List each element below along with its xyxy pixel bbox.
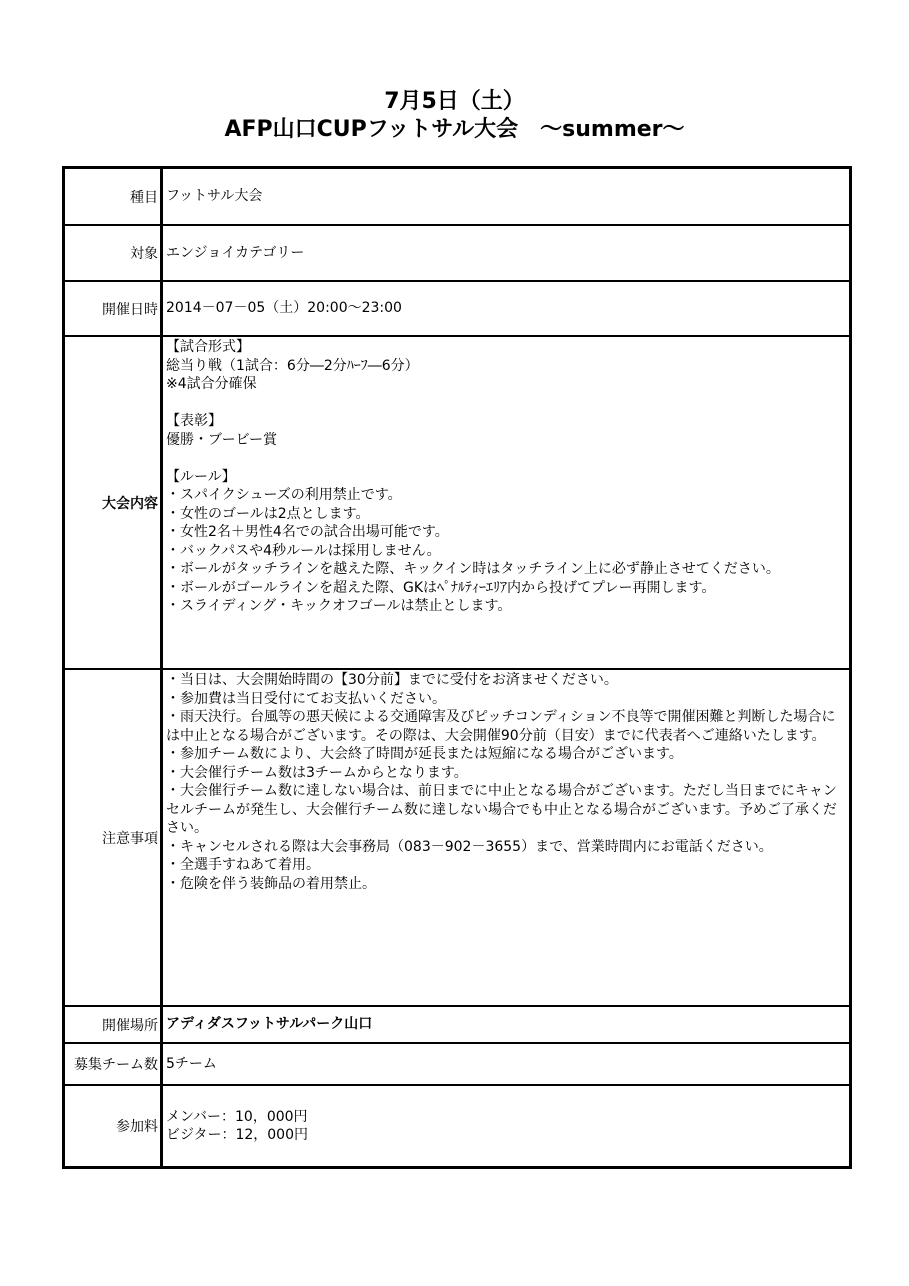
- content-line: 【表彰】: [166, 413, 222, 429]
- content-line: [166, 449, 847, 468]
- value-event-type: フットサル大会: [166, 188, 263, 205]
- label-fee: 参加料: [65, 1086, 163, 1166]
- value-datetime: 2014－07－05（土）20:00～23:00: [166, 300, 402, 317]
- row-target: [65, 226, 849, 282]
- value-target: エンジョイカテゴリー: [166, 244, 305, 261]
- label-venue: 開催場所: [65, 1007, 163, 1042]
- notes-line: ・参加費は当日受付にてお支払いください。: [166, 690, 446, 707]
- value-venue: アディダスフットサルパーク山口: [166, 1016, 373, 1033]
- notes-line: ・全選手すねあて着用。: [166, 857, 320, 873]
- event-info-table: [62, 166, 852, 1169]
- fee-visitor: ビジター：12，000円: [166, 1127, 308, 1143]
- content-line: ・スパイクシューズの利用禁止です。: [166, 487, 402, 503]
- content-line: ・バックパスや4秒ルールは採用しません。: [166, 542, 441, 559]
- row-teams: [65, 1044, 849, 1086]
- content-line: ・女性のゴールは2点とします。: [166, 505, 370, 522]
- row-venue: [65, 1007, 849, 1044]
- content-line: 総当り戦（1試合：6分―2分ﾊｰﾌ―6分）: [166, 357, 419, 374]
- value-fee: [166, 1086, 847, 1166]
- content-line: ・ボールがゴールラインを超えた際、GKはﾍﾟﾅﾙﾃｨｰｴﾘｱ内から投げてプレー再開します。: [166, 579, 716, 596]
- content-line: ・スライディング・キックオフゴールは禁止とします。: [166, 598, 512, 614]
- title-event-name: AFP山口CUPフットサル大会 ～summer～: [224, 117, 685, 142]
- notes-line: ・危険を伴う装飾品の着用禁止。: [166, 875, 376, 892]
- row-content: [65, 337, 849, 670]
- content-line: ※4試合分確保: [166, 376, 257, 392]
- row-fee: [65, 1086, 849, 1166]
- label-datetime: 開催日時: [65, 282, 163, 335]
- content-line: 優勝・ブービー賞: [166, 431, 278, 448]
- row-datetime: [65, 282, 849, 337]
- fee-member: メンバー：10，000円: [166, 1108, 308, 1125]
- value-teams: 5チーム: [166, 1055, 217, 1072]
- title-date: 7月5日（土）: [384, 89, 525, 114]
- content-line: 【ルール】: [166, 468, 236, 485]
- row-event-type: [65, 169, 849, 226]
- notes-line: ・大会催行チーム数に達しない場合は、前日までに中止となる場合がございます。ただし当日までにキャンセルチームが発生し、大会催行チーム数に達しない場合でも中止となる場合がございます。予めご了承ください。: [166, 783, 837, 836]
- label-notes: 注意事項: [65, 670, 163, 1005]
- notes-line: ・大会催行チーム数は3チームからとなります。: [166, 764, 468, 781]
- row-notes: [65, 670, 849, 1007]
- content-line: ・女性2名＋男性4名での試合出場可能です。: [166, 524, 449, 540]
- value-notes: [166, 670, 847, 1005]
- value-content: [166, 337, 847, 668]
- label-event-type: 種目: [65, 169, 163, 224]
- label-teams: 募集チーム数: [65, 1044, 163, 1084]
- notes-line: ・キャンセルされる際は大会事務局（083－902－3655）まで、営業時間内にお電話ください。: [166, 838, 773, 855]
- content-line: 【試合形式】: [166, 339, 250, 355]
- notes-line: ・雨天決行。台風等の悪天候による交通障害及びピッチコンディション不良等で開催困難と判断した場合には中止となる場合がございます。その際は、大会開催90分前（目安）までに代表者へご連絡いたします。: [166, 709, 836, 744]
- content-line: [166, 394, 847, 413]
- notes-line: ・当日は、大会開始時間の【30分前】までに受付をお済ませください。: [166, 672, 618, 688]
- label-target: 対象: [65, 226, 163, 280]
- content-line: ・ボールがタッチラインを越えた際、キックイン時はタッチライン上に必ず静止させてください。: [166, 561, 780, 577]
- notes-line: ・参加チーム数により、大会終了時間が延長または短縮になる場合がございます。: [166, 746, 683, 762]
- label-content: 大会内容: [65, 337, 163, 668]
